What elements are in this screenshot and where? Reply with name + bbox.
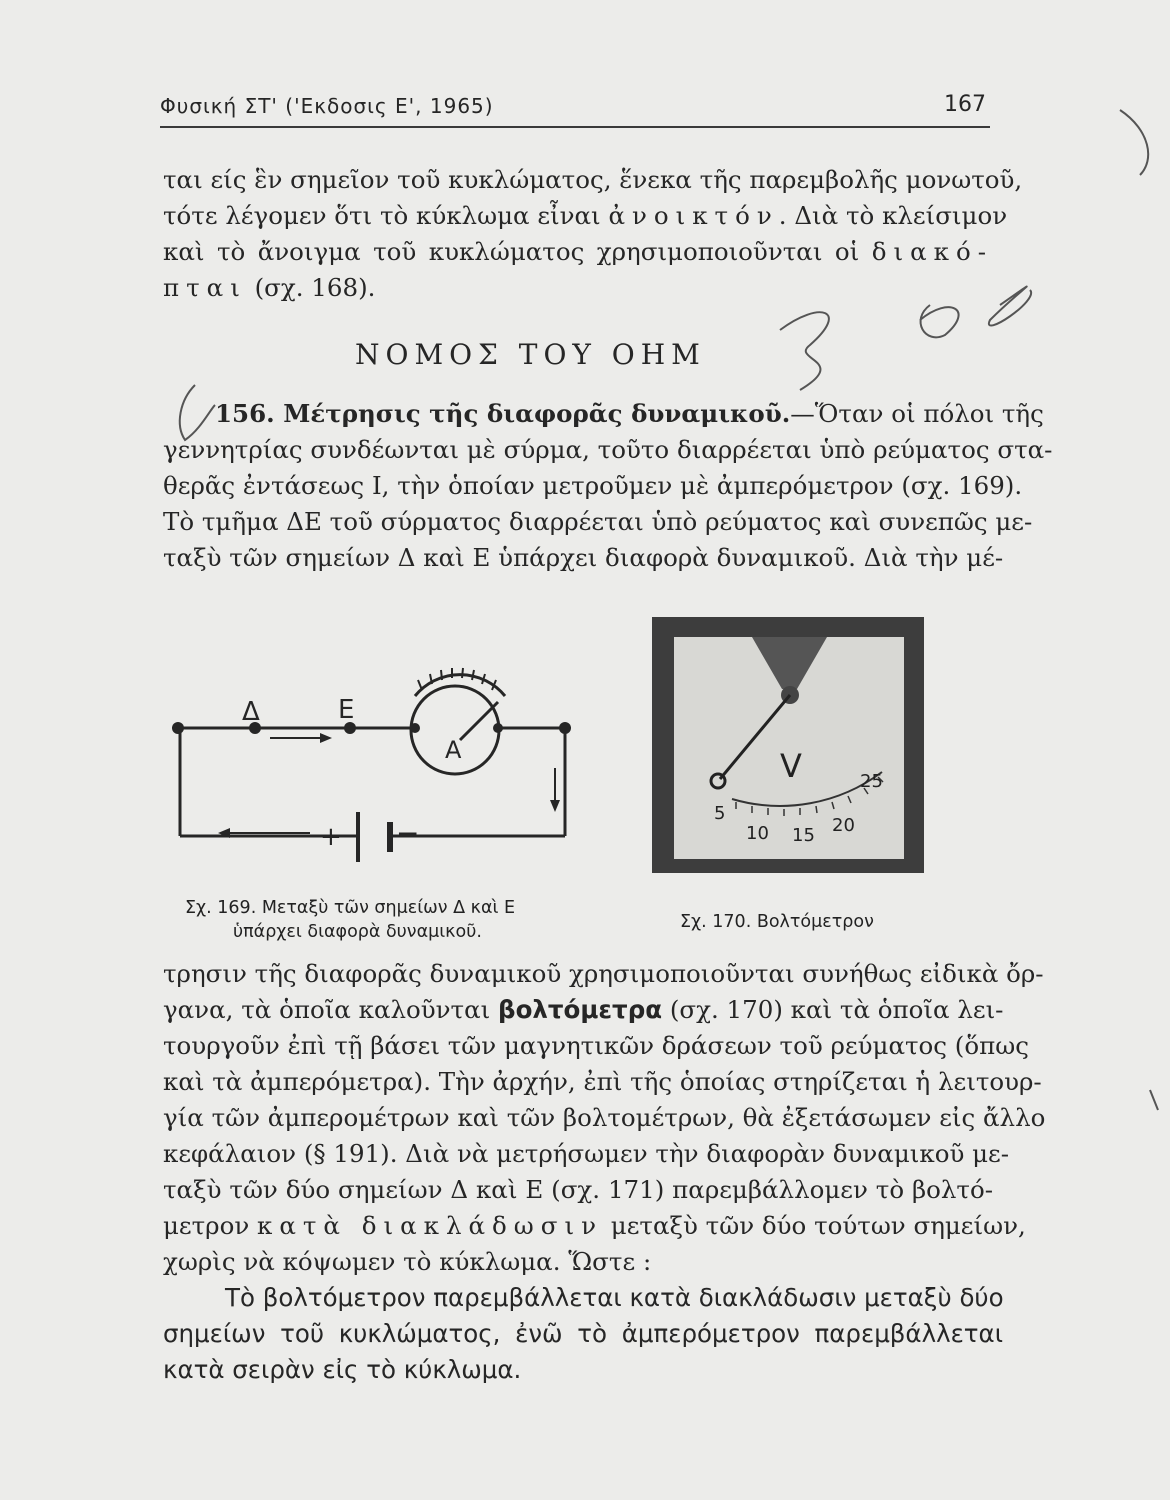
text-line: μετρον κατὰ διακλάδωσιν μεταξὺ τῶν δύο τούτων σημείων, bbox=[163, 1211, 1026, 1240]
rule-statement bbox=[163, 1280, 1003, 1388]
figure169-caption-line2: ὑπάρχει διαφορὰ δυναμικοῦ. bbox=[233, 922, 482, 942]
voltmeter-photo-fig170 bbox=[652, 617, 924, 873]
figure169-caption-line1: Σχ. 169. Μεταξὺ τῶν σημείων Δ καὶ Ε bbox=[185, 898, 516, 918]
text-line: ται είς ἓν σημεῖον τοῦ κυκλώματος, ἕνεκα τῆς παρεμβολῆς μονωτοῦ, bbox=[163, 165, 1023, 194]
battery-minus-label: − bbox=[396, 817, 420, 850]
battery-plus-label: + bbox=[320, 822, 342, 852]
text-line: θερᾶς ἐντάσεως Ι, τὴν ὁποίαν μετροῦμεν μὲ ἀμπερόμετρον (σχ. 169). bbox=[163, 471, 1023, 500]
voltmeter-letter: V bbox=[780, 747, 802, 785]
text-line: καὶ τὸ ἄνοιγμα τοῦ κυκλώματος χρησιμοποιοῦνται οἱ διακό- bbox=[163, 237, 993, 266]
scale-label: 15 bbox=[792, 825, 815, 846]
scale-label: 10 bbox=[746, 823, 769, 844]
text-line: ταξὺ τῶν δύο σημείων Δ καὶ Ε (σχ. 171) παρεμβάλλομεν τὸ βολτό- bbox=[163, 1175, 993, 1204]
emphasized-term: διακό- bbox=[871, 237, 993, 266]
text-line: τουργοῦν ἐπὶ τῇ βάσει τῶν μαγνητικῶν δράσεων τοῦ ρεύματος (ὅπως bbox=[163, 1031, 1029, 1060]
text-line: Τὸ τμῆμα ΔΕ τοῦ σύρματος διαρρέεται ὑπὸ ρεύματος καὶ συνεπῶς με- bbox=[163, 507, 1033, 536]
text-line: γία τῶν ἀμπερομέτρων καὶ τῶν βολτομέτρων, θὰ ἐξετάσωμεν εἰς ἄλλο bbox=[163, 1103, 1046, 1132]
bold-term: βολτόμετρα bbox=[498, 995, 663, 1024]
text-line: Τὸ βολτόμετρον παρεμβάλλεται κατὰ διακλάδωσιν μεταξὺ δύο bbox=[225, 1283, 1004, 1312]
scale-label: 25 bbox=[860, 771, 883, 792]
text-line: καὶ τὰ ἀμπερόμετρα). Τὴν ἀρχήν, ἐπὶ τῆς ὁποίας στηρίζεται ἡ λειτουρ- bbox=[163, 1067, 1042, 1096]
text-line: ταξὺ τῶν σημείων Δ καὶ Ε ὑπάρχει διαφορὰ δυναμικοῦ. Διὰ τὴν μέ- bbox=[163, 543, 1004, 572]
text-line: κατὰ σειρὰν εἰς τὸ κύκλωμα. bbox=[163, 1355, 522, 1384]
text-line: πται (σχ. 168). bbox=[163, 273, 376, 302]
scale-label: 5 bbox=[714, 803, 726, 824]
page-header bbox=[160, 92, 990, 128]
text-line: γανα, τὰ ὁποῖα καλοῦνται βολτόμετρα (σχ. 170) καὶ τὰ ὁποῖα λει- bbox=[163, 995, 1004, 1024]
scale-label: 20 bbox=[832, 815, 855, 836]
page-number: 167 bbox=[944, 92, 986, 117]
section-title: 156. Μέτρησις τῆς διαφορᾶς δυναμικοῦ. bbox=[215, 399, 791, 428]
ammeter-label: A bbox=[445, 736, 462, 764]
chapter-heading: ΝΟΜΟΣ ΤΟΥ ΟΗΜ bbox=[355, 338, 706, 371]
emphasized-term: ἀνοικτόν bbox=[608, 201, 779, 230]
point-delta-label: Δ bbox=[242, 697, 260, 727]
text-line: κεφάλαιον (§ 191). Διὰ νὰ μετρήσωμεν τὴν διαφορὰν δυναμικοῦ με- bbox=[163, 1139, 1010, 1168]
emphasized-term: πται bbox=[163, 273, 247, 302]
circuit-diagram-fig169 bbox=[160, 640, 600, 890]
text-line: τρησιν τῆς διαφορᾶς δυναμικοῦ χρησιμοποιοῦνται συνήθως εἰδικὰ ὄρ- bbox=[163, 959, 1044, 988]
text-line: γεννητρίας συνδέωνται μὲ σύρμα, τοῦτο διαρρέεται ὑπὸ ρεύματος στα- bbox=[163, 435, 1053, 464]
section-156-paragraph bbox=[163, 396, 1053, 576]
figure170-caption: Σχ. 170. Βολτόμετρον bbox=[680, 912, 874, 932]
text-line: τότε λέγομεν ὅτι τὸ κύκλωμα εἶναι ἀνοικτόν. Διὰ τὸ κλείσιμον bbox=[163, 201, 1008, 230]
running-title: Φυσική ΣΤ' ('Εκδοσις Ε', 1965) bbox=[160, 94, 494, 118]
text-line: σημείων τοῦ κυκλώματος, ἐνῶ τὸ ἀμπερόμετρον παρεμβάλλεται bbox=[163, 1319, 1003, 1348]
emphasized-term: κατὰ διακλάδωσιν bbox=[257, 1211, 603, 1240]
text-line: χωρὶς νὰ κόψωμεν τὸ κύκλωμα. Ὥστε : bbox=[163, 1247, 652, 1276]
text-line: 156. Μέτρησις τῆς διαφορᾶς δυναμικοῦ.—Ὅταν οἱ πόλοι τῆς bbox=[215, 399, 1044, 428]
point-epsilon-label: Ε bbox=[338, 695, 355, 725]
body-paragraph bbox=[163, 956, 1046, 1280]
intro-paragraph bbox=[163, 162, 1023, 306]
